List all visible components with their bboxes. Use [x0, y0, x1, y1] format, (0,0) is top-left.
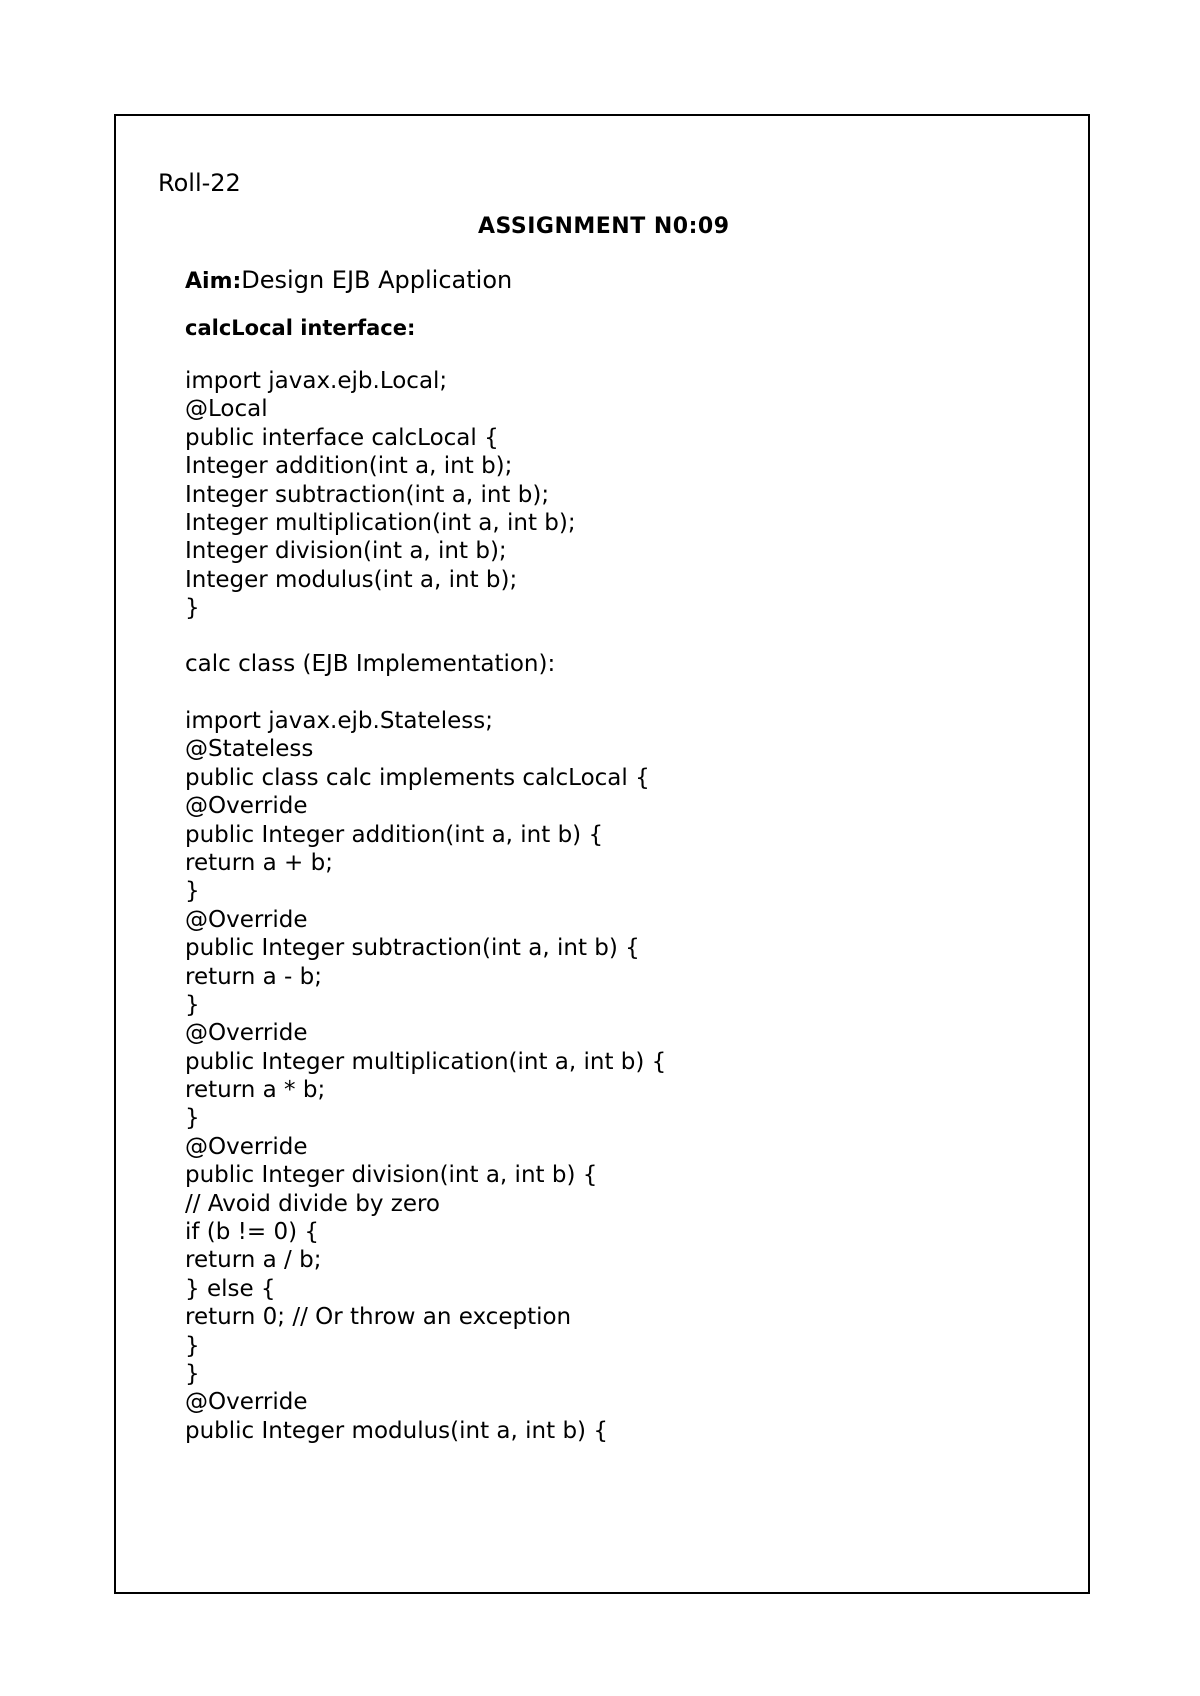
code-line: import javax.ejb.Local; — [185, 368, 448, 394]
code-line: @Override — [185, 1133, 308, 1160]
code-line: return a / b; — [185, 1247, 322, 1274]
code-line: @Stateless — [185, 736, 314, 763]
code-line: Integer subtraction(int a, int b); — [185, 481, 550, 508]
aim-label: Aim: — [185, 269, 242, 294]
code-line: @Override — [185, 793, 308, 820]
code-line: } — [185, 878, 200, 905]
code-line: @Override — [185, 1020, 308, 1047]
code-line: } — [185, 1105, 200, 1132]
implementation-code-block — [185, 707, 666, 1445]
code-line: // Avoid divide by zero — [185, 1190, 440, 1217]
code-line: Integer modulus(int a, int b); — [185, 566, 518, 593]
code-line: } — [185, 991, 200, 1018]
code-line: public Integer division(int a, int b) { — [185, 1162, 598, 1189]
code-line: } — [185, 1332, 200, 1359]
assignment-title: ASSIGNMENT N0:09 — [478, 214, 730, 239]
code-line: Integer multiplication(int a, int b); — [185, 509, 576, 536]
code-line: public Integer addition(int a, int b) { — [185, 821, 604, 848]
code-line: if (b != 0) { — [185, 1219, 320, 1246]
roll-number: Roll-22 — [158, 169, 241, 197]
code-line: public Integer subtraction(int a, int b) { — [185, 935, 640, 962]
code-line: return a + b; — [185, 849, 333, 876]
code-line: public Integer multiplication(int a, int b) { — [185, 1048, 667, 1075]
aim-text: Design EJB Application — [241, 266, 513, 294]
code-line: } — [185, 1360, 200, 1387]
aim-line — [185, 264, 512, 298]
interface-code-block — [185, 367, 576, 623]
code-line: Integer division(int a, int b); — [185, 538, 507, 565]
code-line: @Local — [185, 396, 268, 423]
interface-heading: calcLocal interface: — [185, 316, 416, 340]
code-line: @Override — [185, 1389, 308, 1416]
code-line: import javax.ejb.Stateless; — [185, 708, 493, 734]
code-line: return a * b; — [185, 1077, 326, 1104]
code-line: public Integer modulus(int a, int b) { — [185, 1417, 608, 1444]
code-line: } — [185, 595, 200, 622]
code-line: return 0; // Or throw an exception — [185, 1304, 572, 1331]
code-line: return a - b; — [185, 963, 323, 990]
implementation-heading: calc class (EJB Implementation): — [185, 651, 556, 677]
code-line: Integer addition(int a, int b); — [185, 453, 513, 480]
code-line: } else { — [185, 1275, 276, 1302]
code-line: @Override — [185, 906, 308, 933]
code-line: public interface calcLocal { — [185, 424, 499, 451]
code-line: public class calc implements calcLocal { — [185, 764, 650, 791]
